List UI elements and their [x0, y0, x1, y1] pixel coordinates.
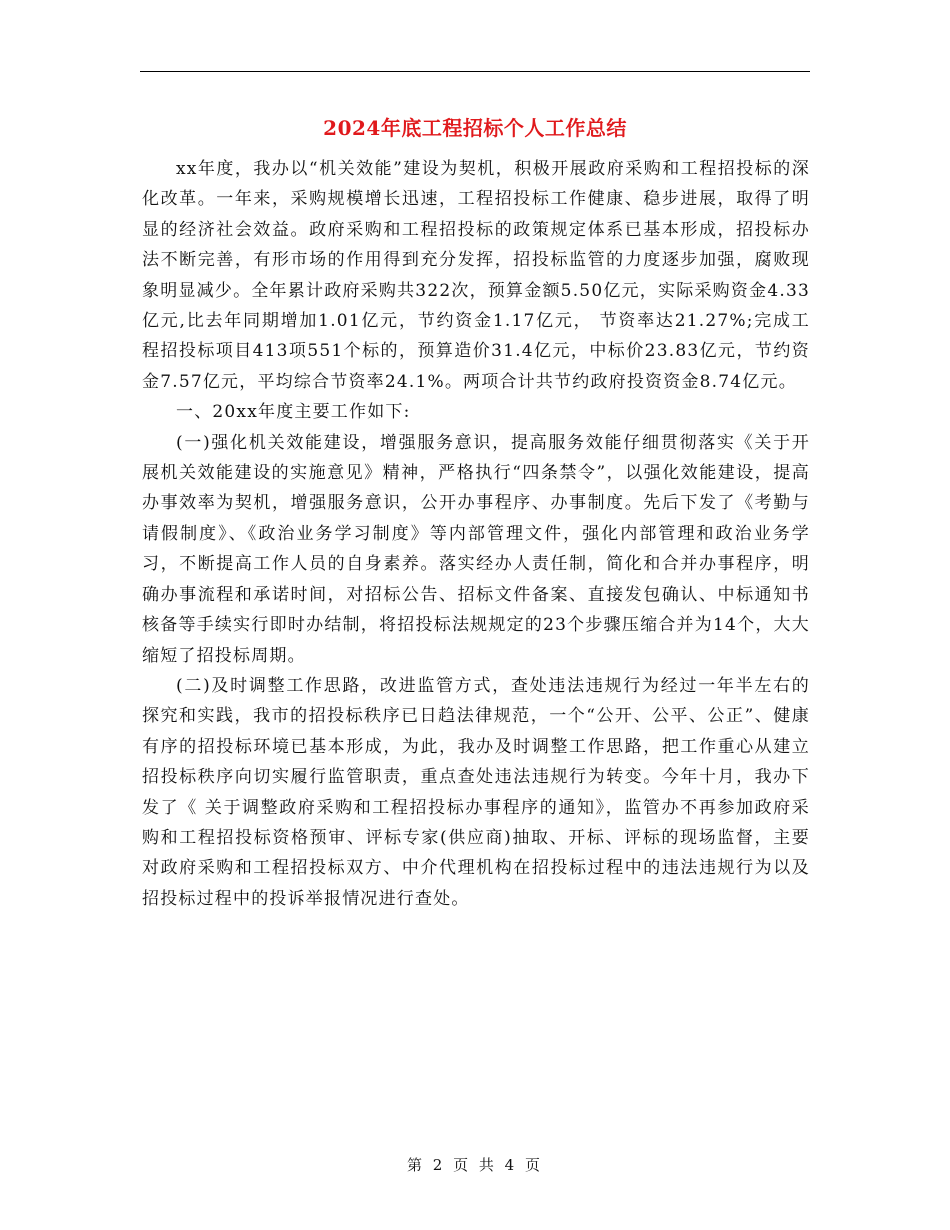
- header-rule: [140, 71, 810, 72]
- paragraph-efficiency: (一)强化机关效能建设，增强服务意识，提高服务效能仔细贯彻落实《关于开展机关效能建设的实施意见》精神，严格执行“四条禁令”，以强化效能建设，提高办事效率为契机，增强服务意识，公开办事程序、办事制度。先后下发了《考勤与请假制度》、《政治业务学习制度》等内部管理文件，强化内部管理和政治业务学习，不断提高工作人员的自身素养。落实经办人责任制，简化和合并办事程序，明确办事流程和承诺时间，对招标公告、招标文件备案、直接发包确认、中标通知书核备等手续实行即时办结制，将招投标法规规定的23个步骤压缩合并为14个，大大缩短了招投标周期。: [142, 432, 810, 666]
- page-footer: 第 2 页 共 4 页: [407, 1156, 543, 1174]
- document-title: 2024年底工程招标个人工作总结: [323, 116, 627, 140]
- document-body: [142, 154, 810, 914]
- paragraph-section-heading: 一、20xx年度主要工作如下:: [176, 402, 411, 423]
- paragraph-intro: xx年度，我办以“机关效能”建设为契机，积极开展政府采购和工程招投标的深化改革。一年来，采购规模增长迅速，工程招投标工作健康、稳步进展，取得了明显的经济社会效益。政府采购和工程招投标的政策规定体系已基本形成，招投标办法不断完善，有形市场的作用得到充分发挥，招投标监管的力度逐步加强，腐败现象明显减少。全年累计政府采购共322次，预算金额5.50亿元，实际采购资金4.33亿元,比去年同期增加1.01亿元，节约资金1.17亿元， 节资率达21.27%;完成工程招投标项目413项551个标的，预算造价31.4亿元，中标价23.83亿元，节约资金7.57亿元，平均综合节资率24.1%。两项合计共节约政府投资资金8.74亿元。: [142, 159, 810, 392]
- paragraph-supervision: (二)及时调整工作思路，改进监管方式，查处违法违规行为经过一年半左右的探究和实践，我市的招投标秩序已日趋法律规范，一个“公开、公平、公正”、健康有序的招投标环境已基本形成，为此，我办及时调整工作思路，把工作重心从建立招投标秩序向切实履行监管职责，重点查处违法违规行为转变。今年十月，我办下发了《 关于调整政府采购和工程招投标办事程序的通知》，监管办不再参加政府采购和工程招投标资格预审、评标专家(供应商)抽取、开标、评标的现场监督，主要对政府采购和工程招投标双方、中介代理机构在招投标过程中的违法违规行为以及招投标过程中的投诉举报情况进行查处。: [142, 675, 810, 909]
